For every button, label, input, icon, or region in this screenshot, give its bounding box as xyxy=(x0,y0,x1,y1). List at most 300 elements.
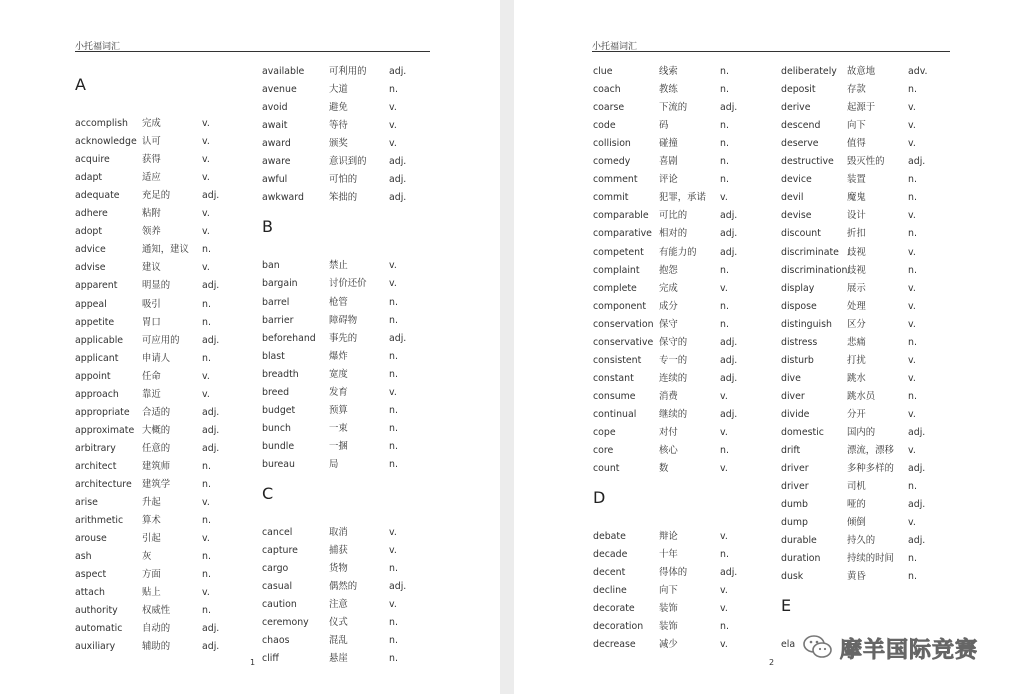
vocab-word: casual xyxy=(262,581,293,593)
vocab-part-of-speech: v. xyxy=(389,120,397,132)
vocab-meaning: 申请人 xyxy=(142,352,171,364)
vocab-word: dispose xyxy=(781,300,817,312)
vocab-meaning: 分开 xyxy=(847,408,866,420)
vocab-meaning: 持久的 xyxy=(847,535,876,547)
page-number: 1 xyxy=(250,658,256,667)
vocab-part-of-speech: adj. xyxy=(720,372,738,384)
vocab-meaning: 哑的 xyxy=(847,499,866,511)
vocab-part-of-speech: v. xyxy=(202,226,210,238)
vocab-meaning: 打扰 xyxy=(847,354,866,366)
vocab-meaning: 通知，建议 xyxy=(142,244,189,256)
vocab-part-of-speech: n. xyxy=(202,479,211,490)
vocab-meaning: 抱怨 xyxy=(659,264,678,276)
vocab-word: debate xyxy=(593,531,626,543)
vocab-part-of-speech: n. xyxy=(202,605,211,617)
vocab-meaning: 歧视 xyxy=(847,246,866,258)
vocab-part-of-speech: adj. xyxy=(202,334,220,346)
vocab-part-of-speech: adj. xyxy=(389,66,407,77)
vocab-word: decorate xyxy=(593,603,635,615)
vocab-word: barrel xyxy=(262,296,290,308)
vocab-part-of-speech: n. xyxy=(720,84,729,96)
section-letter: E xyxy=(781,596,792,616)
vocab-meaning: 码 xyxy=(659,120,669,132)
vocab-part-of-speech: n. xyxy=(720,318,729,330)
vocab-part-of-speech: n. xyxy=(720,66,729,77)
vocab-meaning: 魔鬼 xyxy=(847,192,866,204)
vocab-meaning: 贴上 xyxy=(142,587,161,599)
vocab-word: award xyxy=(262,138,291,150)
vocab-part-of-speech: v. xyxy=(389,260,397,272)
vocab-word: complaint xyxy=(593,264,640,276)
vocab-word: discount xyxy=(781,228,821,240)
vocab-meaning: 算术 xyxy=(142,515,161,527)
vocab-meaning: 有能力的 xyxy=(659,246,697,258)
vocab-meaning: 爆炸 xyxy=(329,350,348,362)
vocab-word: authority xyxy=(75,605,118,617)
vocab-part-of-speech: v. xyxy=(720,390,728,402)
vocab-meaning: 完成 xyxy=(142,118,161,129)
vocab-part-of-speech: n. xyxy=(720,549,729,561)
vocab-part-of-speech: v. xyxy=(720,282,728,294)
vocab-meaning: 处理 xyxy=(847,300,866,312)
vocab-word: constant xyxy=(593,372,634,384)
vocab-meaning: 一捆 xyxy=(329,440,348,452)
vocab-part-of-speech: n. xyxy=(389,440,398,452)
vocab-word: decoration xyxy=(593,621,644,633)
vocab-meaning: 权威性 xyxy=(142,605,171,617)
vocab-word: arithmetic xyxy=(75,515,124,527)
vocab-word: arise xyxy=(75,497,98,509)
vocab-part-of-speech: n. xyxy=(908,481,917,493)
vocab-part-of-speech: v. xyxy=(720,639,728,651)
vocab-meaning: 可比的 xyxy=(659,210,688,222)
vocab-word: appropriate xyxy=(75,406,130,418)
vocab-word: bundle xyxy=(262,440,295,452)
vocab-meaning: 禁止 xyxy=(329,260,348,272)
vocab-word: accomplish xyxy=(75,118,128,129)
vocab-part-of-speech: n. xyxy=(720,156,729,168)
vocab-meaning: 等待 xyxy=(329,120,348,132)
vocab-word: available xyxy=(262,66,305,77)
vocab-part-of-speech: v. xyxy=(202,172,210,184)
vocab-part-of-speech: n. xyxy=(389,635,398,647)
vocab-part-of-speech: v. xyxy=(908,300,916,312)
vocab-meaning: 吸引 xyxy=(142,298,161,310)
vocab-part-of-speech: v. xyxy=(389,527,397,538)
vocab-word: cope xyxy=(593,427,616,438)
vocab-meaning: 起源于 xyxy=(847,102,876,114)
vocab-part-of-speech: n. xyxy=(389,314,398,326)
vocab-word: disturb xyxy=(781,354,814,366)
vocab-word: cliff xyxy=(262,653,279,665)
vocab-word: component xyxy=(593,300,647,312)
vocab-word: advise xyxy=(75,262,106,274)
vocab-word: adhere xyxy=(75,208,108,220)
vocab-part-of-speech: n. xyxy=(720,264,729,276)
vocab-part-of-speech: adj. xyxy=(389,174,407,186)
vocab-meaning: 自动的 xyxy=(142,623,171,635)
vocab-meaning: 可利用的 xyxy=(329,66,367,77)
vocab-meaning: 保守 xyxy=(659,318,678,330)
chat-bubbles-icon xyxy=(802,633,834,661)
vocab-word: descend xyxy=(781,120,821,132)
vocab-word: coach xyxy=(593,84,621,96)
vocab-word: comment xyxy=(593,174,638,186)
vocab-word: ela xyxy=(781,639,796,651)
vocab-meaning: 辅助的 xyxy=(142,641,171,653)
vocab-word: breed xyxy=(262,386,290,398)
vocab-part-of-speech: adj. xyxy=(202,623,220,635)
vocab-part-of-speech: n. xyxy=(720,445,729,457)
vocab-part-of-speech: v. xyxy=(389,102,397,114)
vocab-word: distress xyxy=(781,336,818,348)
vocab-part-of-speech: adj. xyxy=(720,246,738,258)
vocab-word: caution xyxy=(262,599,297,611)
vocab-part-of-speech: n. xyxy=(389,653,398,665)
vocab-meaning: 下流的 xyxy=(659,102,688,114)
vocab-word: adopt xyxy=(75,226,103,238)
vocab-meaning: 任命 xyxy=(142,370,161,382)
vocab-word: apparent xyxy=(75,280,118,292)
vocab-meaning: 装饰 xyxy=(659,603,678,615)
vocab-word: capture xyxy=(262,545,298,557)
vocab-part-of-speech: v. xyxy=(389,138,397,150)
vocab-meaning: 核心 xyxy=(659,445,678,457)
vocab-word: aspect xyxy=(75,569,107,581)
vocab-meaning: 领养 xyxy=(142,226,161,238)
vocab-word: decline xyxy=(593,585,627,597)
vocab-part-of-speech: adj. xyxy=(720,228,738,240)
vocab-word: decent xyxy=(593,567,626,579)
vocab-meaning: 建筑学 xyxy=(142,479,171,490)
vocab-part-of-speech: adj. xyxy=(720,102,738,114)
vocab-part-of-speech: adj. xyxy=(389,192,407,204)
vocab-meaning: 颁奖 xyxy=(329,138,348,150)
vocab-meaning: 障碍物 xyxy=(329,314,358,326)
vocab-meaning: 靠近 xyxy=(142,388,161,400)
vocab-part-of-speech: n. xyxy=(720,174,729,186)
vocab-word: decade xyxy=(593,549,628,561)
vocab-word: approach xyxy=(75,388,119,400)
vocab-part-of-speech: adj. xyxy=(908,463,926,475)
vocab-meaning: 充足的 xyxy=(142,190,171,202)
vocab-meaning: 预算 xyxy=(329,404,348,416)
vocab-word: cargo xyxy=(262,563,289,575)
section-letter: A xyxy=(75,75,86,94)
vocab-part-of-speech: v. xyxy=(908,246,916,258)
vocab-word: architect xyxy=(75,460,117,472)
page-header: 小托福词汇 xyxy=(75,42,121,52)
vocab-meaning: 得体的 xyxy=(659,567,688,579)
vocab-part-of-speech: v. xyxy=(908,138,916,150)
vocab-meaning: 值得 xyxy=(847,138,866,150)
vocab-word: blast xyxy=(262,350,285,362)
vocab-meaning: 向下 xyxy=(659,585,678,597)
vocab-word: acknowledge xyxy=(75,136,137,148)
vocab-word: consistent xyxy=(593,354,642,366)
vocab-part-of-speech: v. xyxy=(908,354,916,366)
vocab-meaning: 笨拙的 xyxy=(329,192,358,204)
vocab-part-of-speech: n. xyxy=(720,621,729,633)
vocab-part-of-speech: n. xyxy=(908,390,917,402)
vocab-part-of-speech: v. xyxy=(908,282,916,294)
vocab-word: domestic xyxy=(781,427,824,438)
vocab-word: await xyxy=(262,120,288,132)
vocab-word: appoint xyxy=(75,370,111,382)
vocab-meaning: 相对的 xyxy=(659,228,688,240)
vocab-word: appetite xyxy=(75,316,115,328)
vocab-word: approximate xyxy=(75,424,135,436)
vocab-part-of-speech: n. xyxy=(908,228,917,240)
vocab-word: chaos xyxy=(262,635,290,647)
vocab-meaning: 讨价还价 xyxy=(329,278,367,290)
vocab-word: breadth xyxy=(262,368,299,380)
vocab-word: comparable xyxy=(593,210,649,222)
vocab-word: bureau xyxy=(262,458,295,470)
vocab-word: diver xyxy=(781,390,805,402)
vocab-word: devise xyxy=(781,210,812,222)
vocab-word: arbitrary xyxy=(75,442,116,454)
vocab-meaning: 大概的 xyxy=(142,424,171,436)
vocab-meaning: 避免 xyxy=(329,102,348,114)
vocab-meaning: 碰撞 xyxy=(659,138,678,150)
vocab-part-of-speech: v. xyxy=(202,208,210,220)
vocab-meaning: 数 xyxy=(659,463,669,475)
vocab-meaning: 存款 xyxy=(847,84,866,96)
vocab-word: device xyxy=(781,174,812,186)
vocab-word: coarse xyxy=(593,102,625,114)
vocab-meaning: 灰 xyxy=(142,551,152,563)
vocab-part-of-speech: n. xyxy=(720,138,729,150)
vocab-part-of-speech: n. xyxy=(202,551,211,563)
vocab-part-of-speech: v. xyxy=(202,136,210,148)
vocab-word: consume xyxy=(593,390,636,402)
vocab-word: comparative xyxy=(593,228,652,240)
vocab-word: bargain xyxy=(262,278,298,290)
vocab-part-of-speech: v. xyxy=(389,545,397,557)
vocab-word: dump xyxy=(781,517,808,529)
vocab-part-of-speech: v. xyxy=(202,118,210,129)
vocab-word: collision xyxy=(593,138,631,150)
vocab-part-of-speech: n. xyxy=(720,120,729,132)
vocab-part-of-speech: v. xyxy=(202,262,210,274)
vocab-meaning: 方面 xyxy=(142,569,161,581)
vocab-word: conservative xyxy=(593,336,654,348)
vocab-word: driver xyxy=(781,463,809,475)
vocab-part-of-speech: v. xyxy=(720,585,728,597)
vocab-word: applicant xyxy=(75,352,119,364)
vocab-meaning: 可怕的 xyxy=(329,174,358,186)
vocab-word: deserve xyxy=(781,138,819,150)
vocab-part-of-speech: adj. xyxy=(202,190,220,202)
page-header: 小托福词汇 xyxy=(592,42,638,52)
vocab-meaning: 向下 xyxy=(847,120,866,132)
vocab-part-of-speech: adj. xyxy=(389,581,407,593)
vocab-word: duration xyxy=(781,553,821,565)
vocab-part-of-speech: n. xyxy=(202,460,211,472)
section-letter: C xyxy=(262,484,274,503)
vocab-meaning: 完成 xyxy=(659,282,678,294)
vocab-part-of-speech: n. xyxy=(389,563,398,575)
vocab-meaning: 大道 xyxy=(329,84,348,96)
vocab-meaning: 枪管 xyxy=(329,296,348,308)
vocab-word: appeal xyxy=(75,298,107,310)
vocab-word: acquire xyxy=(75,154,110,166)
vocab-part-of-speech: adj. xyxy=(720,567,738,579)
vocab-word: auxiliary xyxy=(75,641,116,653)
vocab-word: discriminate xyxy=(781,246,839,258)
vocab-meaning: 毁灭性的 xyxy=(847,156,885,168)
vocab-meaning: 粘附 xyxy=(142,208,161,220)
vocab-part-of-speech: adj. xyxy=(389,332,407,344)
vocab-word: dumb xyxy=(781,499,808,511)
vocab-word: barrier xyxy=(262,314,294,326)
vocab-word: commit xyxy=(593,192,629,204)
vocab-meaning: 意识到的 xyxy=(329,156,367,168)
vocab-word: conservation xyxy=(593,318,654,330)
vocab-word: comedy xyxy=(593,156,631,168)
vocab-word: advice xyxy=(75,244,106,256)
document-page-1 xyxy=(0,0,500,694)
vocab-meaning: 局 xyxy=(329,458,339,470)
vocab-part-of-speech: n. xyxy=(908,571,917,583)
vocab-word: cancel xyxy=(262,527,293,538)
vocab-meaning: 专一的 xyxy=(659,354,688,366)
vocab-part-of-speech: v. xyxy=(720,192,728,204)
vocab-word: continual xyxy=(593,408,637,420)
vocab-word: adequate xyxy=(75,190,120,202)
vocab-meaning: 认可 xyxy=(142,136,161,148)
vocab-meaning: 注意 xyxy=(329,599,348,611)
vocab-meaning: 折扣 xyxy=(847,228,866,240)
vocab-part-of-speech: v. xyxy=(908,210,916,222)
vocab-meaning: 装置 xyxy=(847,174,866,186)
document-page-2 xyxy=(514,0,1024,694)
vocab-meaning: 一束 xyxy=(329,422,348,434)
vocab-word: deposit xyxy=(781,84,816,96)
vocab-word: deliberately xyxy=(781,66,837,77)
vocab-meaning: 明显的 xyxy=(142,280,171,292)
vocab-part-of-speech: n. xyxy=(389,350,398,362)
vocab-meaning: 事先的 xyxy=(329,332,358,344)
vocab-part-of-speech: v. xyxy=(720,427,728,438)
vocab-word: competent xyxy=(593,246,644,258)
vocab-part-of-speech: v. xyxy=(908,318,916,330)
vocab-word: automatic xyxy=(75,623,123,635)
vocab-part-of-speech: n. xyxy=(908,264,917,276)
vocab-part-of-speech: n. xyxy=(389,404,398,416)
vocab-word: dusk xyxy=(781,571,804,583)
vocab-meaning: 适应 xyxy=(142,172,161,184)
vocab-meaning: 漂流，漂移 xyxy=(847,445,894,457)
vocab-meaning: 司机 xyxy=(847,481,866,493)
vocab-part-of-speech: n. xyxy=(389,458,398,470)
vocab-word: decrease xyxy=(593,639,636,651)
vocab-word: budget xyxy=(262,404,296,416)
vocab-part-of-speech: v. xyxy=(202,154,210,166)
vocab-meaning: 宽度 xyxy=(329,368,348,380)
vocab-meaning: 消费 xyxy=(659,390,678,402)
vocab-part-of-speech: v. xyxy=(908,372,916,384)
vocab-meaning: 跳水 xyxy=(847,372,866,384)
vocab-part-of-speech: v. xyxy=(908,120,916,132)
vocab-meaning: 仪式 xyxy=(329,617,348,629)
vocab-word: devil xyxy=(781,192,804,204)
vocab-meaning: 减少 xyxy=(659,639,678,651)
vocab-meaning: 建议 xyxy=(142,262,161,274)
vocab-part-of-speech: n. xyxy=(202,316,211,328)
vocab-word: complete xyxy=(593,282,637,294)
page-number: 2 xyxy=(769,658,775,667)
vocab-part-of-speech: n. xyxy=(908,84,917,96)
vocab-meaning: 辩论 xyxy=(659,531,678,543)
vocab-meaning: 展示 xyxy=(847,282,866,294)
vocab-meaning: 对付 xyxy=(659,427,678,438)
vocab-meaning: 悬崖 xyxy=(329,653,348,665)
vocab-meaning: 成分 xyxy=(659,300,678,312)
vocab-meaning: 捕获 xyxy=(329,545,348,557)
vocab-part-of-speech: adj. xyxy=(720,210,738,222)
vocab-word: awful xyxy=(262,174,288,186)
vocab-meaning: 可应用的 xyxy=(142,334,180,346)
vocab-part-of-speech: n. xyxy=(389,617,398,629)
vocab-part-of-speech: n. xyxy=(202,352,211,364)
vocab-word: arouse xyxy=(75,533,107,545)
vocab-part-of-speech: v. xyxy=(908,102,916,114)
vocab-part-of-speech: v. xyxy=(720,463,728,475)
vocab-part-of-speech: adj. xyxy=(908,427,926,438)
header-rule xyxy=(592,51,950,52)
vocab-part-of-speech: adj. xyxy=(908,535,926,547)
vocab-word: divide xyxy=(781,408,810,420)
vocab-word: awkward xyxy=(262,192,304,204)
vocab-meaning: 建筑师 xyxy=(142,460,171,472)
section-letter: B xyxy=(262,217,273,237)
vocab-meaning: 故意地 xyxy=(847,66,876,77)
vocab-word: display xyxy=(781,282,815,294)
section-letter: D xyxy=(593,488,606,508)
vocab-part-of-speech: v. xyxy=(720,603,728,615)
vocab-word: avoid xyxy=(262,102,288,114)
vocab-meaning: 连续的 xyxy=(659,372,688,384)
vocab-part-of-speech: v. xyxy=(908,408,916,420)
vocab-word: ban xyxy=(262,260,280,272)
vocab-part-of-speech: n. xyxy=(389,422,398,434)
vocab-part-of-speech: n. xyxy=(202,298,211,310)
vocab-meaning: 线索 xyxy=(659,66,678,77)
vocab-meaning: 倾倒 xyxy=(847,517,866,529)
vocab-meaning: 黄昏 xyxy=(847,571,866,583)
vocab-meaning: 教练 xyxy=(659,84,678,96)
vocab-part-of-speech: v. xyxy=(202,533,210,545)
vocab-part-of-speech: v. xyxy=(389,599,397,611)
vocab-meaning: 发育 xyxy=(329,386,348,398)
vocab-meaning: 获得 xyxy=(142,154,161,166)
vocab-part-of-speech: adj. xyxy=(908,499,926,511)
vocab-meaning: 持续的时间 xyxy=(847,553,894,565)
vocab-meaning: 跳水员 xyxy=(847,390,876,402)
vocab-part-of-speech: adj. xyxy=(202,442,220,454)
vocab-meaning: 货物 xyxy=(329,563,348,575)
vocab-meaning: 评论 xyxy=(659,174,678,186)
vocab-word: destructive xyxy=(781,156,834,168)
vocab-word: core xyxy=(593,445,614,457)
vocab-part-of-speech: n. xyxy=(202,515,211,527)
vocab-meaning: 悲痛 xyxy=(847,336,866,348)
vocab-part-of-speech: adj. xyxy=(389,156,407,168)
vocab-meaning: 歧视 xyxy=(847,264,866,276)
vocab-part-of-speech: v. xyxy=(389,278,397,290)
